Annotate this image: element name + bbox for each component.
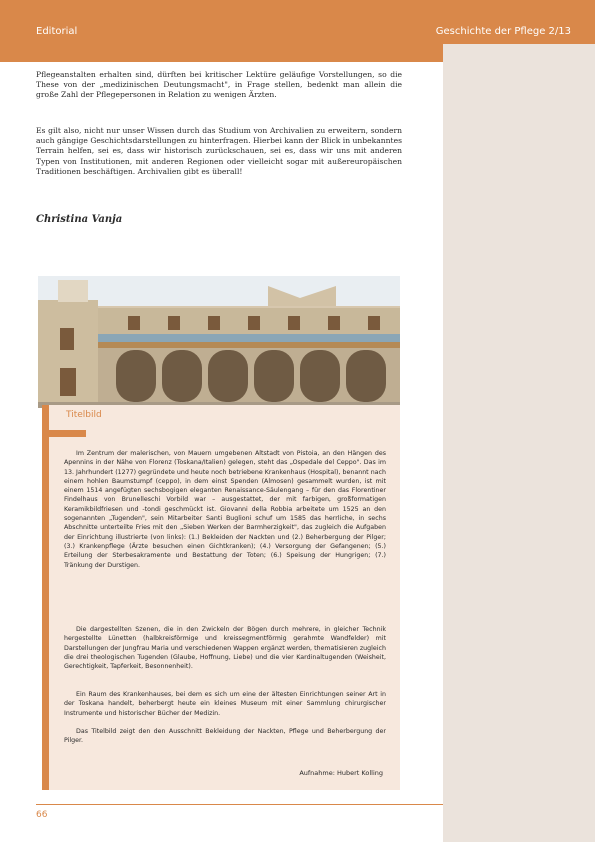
caption-paragraph: Die dargestellten Szenen, die in den Zwickeln der Bögen durch mehrere, in gleicher Technik hergestellte Lünetten (halbkreisförmige und kreissegmentförmig gerahmte Wandfelder) mit Darstellungen der Jungfrau Maria und verschiedenen Wappen ergänzt werden, thematisieren zugleich die drei theologischen Tugenden (Glaube, Hoffnung, Liebe) und die vier Kardinaltugenden (Weisheit, Gerechtigkeit, Tapferkeit, Besonnenheit).: [64, 626, 386, 671]
sidebar-panel: [443, 44, 595, 842]
section-title: Editorial: [36, 26, 78, 37]
caption-heading: Titelbild: [66, 410, 102, 420]
caption-paragraph: Das Titelbild zeigt den den Ausschnitt Bekleidung der Nackten, Pflege und Beherbergung der Pilger.: [64, 728, 386, 745]
author-name: Christina Vanja: [36, 214, 123, 225]
page-number: 66: [36, 810, 48, 820]
photo-credit: Aufnahme: Hubert Kolling: [299, 769, 383, 777]
publication-title: Geschichte der Pflege 2/13: [435, 26, 571, 37]
caption-accent-bar: [42, 405, 49, 790]
editorial-paragraph: Es gilt also, nicht nur unser Wissen durch das Studium von Archivalien zu erweitern, sondern auch gängige Geschichtsdarstellungen zu hinterfragen. Hierbei kann der Blick in unbekanntes Terrain helfen, sei es, dass wir historisch zurückschauen, sei es, dass wir uns mit anderen Typen von Institutionen, mit anderen Regionen oder vielleicht sogar mit außereuropäischen Traditionen beschäftigen. Archivalien gibt es überall!: [36, 126, 402, 176]
editorial-paragraph: Pflegeanstalten erhalten sind, dürften bei kritischer Lektüre geläufige Vorstellungen, so die These von der „medizinischen Deutungsmacht", in Frage stellen, bedenkt man allein die große Zahl der Pflegepersonen in Relation zu wenigen Ärzten.: [36, 70, 402, 100]
hospital-photo: [38, 276, 400, 408]
caption-accent-tick: [42, 430, 86, 437]
caption-paragraph: Im Zentrum der malerischen, von Mauern umgebenen Altstadt von Pistoia, an den Hängen des Apennins in der Nähe von Florenz (Toskana/Italien) gelegen, steht das „Ospedale del Ceppo". Das im 13. Jahrhundert (1277) gegründete und heute noch betriebene Krankenhaus (Hospital), benannt nach einem hohlen Baumstumpf (ceppo), in dem einst Spenden (Almosen) gesammelt wurden, ist mit einem 1514 angefügten sechsbogigen eleganten Renaissance-Säulengang – für den das Florentiner Findelhaus von Brunelleschi Vorbild war – ausgestattet, der mit farbigen, großformatigen Keramikbildfriesen und -tondi geschmückt ist. Giovanni della Robbia arbeitete um 1525 an den sogenannten „Tugenden", sein Mitarbeiter Santi Buglioni schuf um 1585 das herrliche, in sechs Abschnitte unterteilte Fries mit den „Sieben Werken der Barmherzigkeit", das zugleich die Aufgaben der Einrichtung illustrierte (von links): (1.) Bekleiden der Nackten und (2.) Beherbergung der Pilger; (3.) Krankenpflege (Ärzte besuchen einen Gichtkranken); (4.) Versorgung der Gefangenen; (5.) Erteilung der Sterbesakramente und Bestattung der Toten; (6.) Speisung der Hungrigen; (7.) Tränkung der Durstigen.: [64, 450, 386, 569]
caption-paragraph: Ein Raum des Krankenhauses, bei dem es sich um eine der ältesten Einrichtungen seiner Art in der Toskana handelt, beherbergt heute ein kleines Museum mit einer Sammlung chirurgischer Instrumente und historischer Bücher der Medizin.: [64, 691, 386, 717]
footer-divider: [36, 804, 443, 805]
